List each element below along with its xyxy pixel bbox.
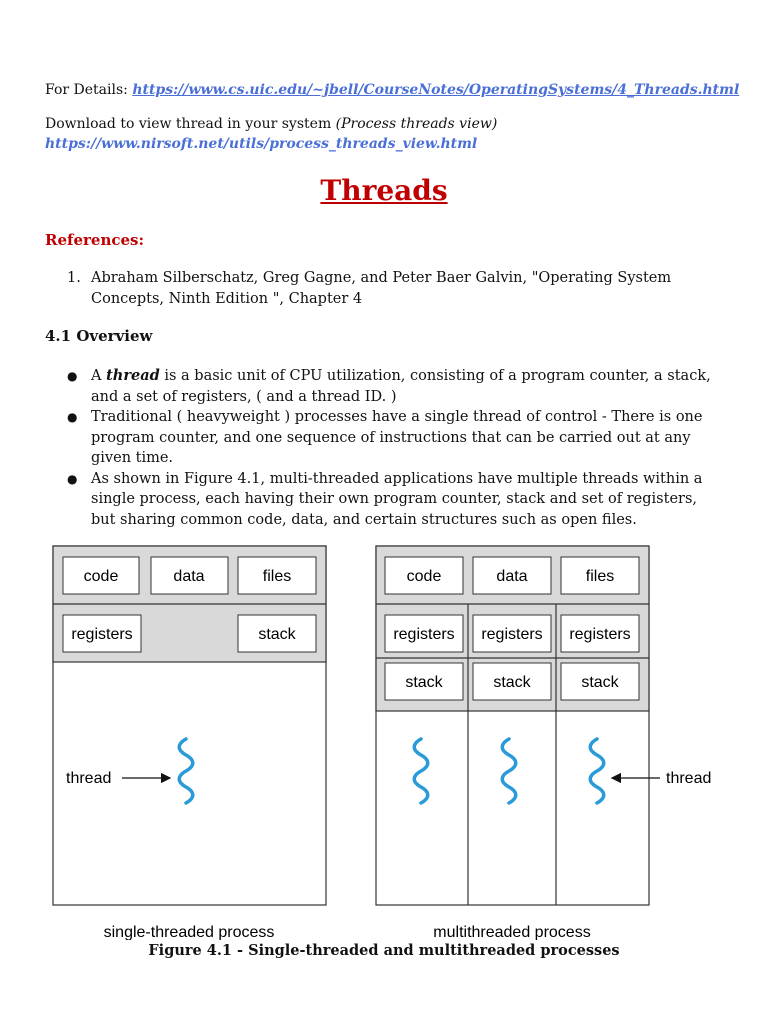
download-link-line	[45, 136, 477, 152]
multi-caption: multithreaded process	[433, 924, 591, 940]
bullet-icon: ●	[67, 471, 78, 486]
multi-registers-label-1: registers	[393, 626, 455, 643]
details-line	[45, 82, 739, 98]
figure-4-1	[0, 540, 768, 960]
bullet-icon: ●	[67, 369, 78, 383]
bullet-text: A	[91, 368, 107, 384]
download-line	[45, 116, 497, 132]
single-files-label: files	[262, 568, 292, 585]
details-link[interactable]: https://www.cs.uic.edu/~jbell/CourseNotes/OperatingSystems/4_Threads.html	[132, 82, 740, 98]
bullet-emphasis: thread	[106, 367, 160, 384]
multithreaded-process	[376, 546, 711, 940]
reference-text: Abraham Silberschatz, Greg Gagne, and Peter Baer Galvin, "Operating System Concepts, Ninth Edition ", Chapter 4	[91, 270, 672, 307]
bullet-text: is a basic unit of CPU utilization, consisting of a program counter, a stack, and a set of registers, ( and a thread ID. )	[91, 368, 711, 405]
multi-stack-label-2: stack	[493, 674, 531, 691]
references-list	[45, 268, 735, 310]
download-note: (Process threads view)	[335, 116, 498, 132]
multi-registers-label-3: registers	[569, 626, 631, 643]
single-data-label: data	[173, 568, 205, 585]
single-caption: single-threaded process	[103, 924, 275, 940]
page-title: Threads	[320, 174, 448, 207]
multi-code-label: code	[406, 568, 442, 585]
bullet-text: As shown in Figure 4.1, multi-threaded applications have multiple threads within a single process, each having their own program counter, stack and set of registers, but sharing common code, data, and certain structures such as open files.	[91, 470, 703, 528]
multi-thread-label: thread	[666, 770, 712, 787]
download-text: Download to view thread in your system	[45, 116, 336, 132]
download-link[interactable]: https://www.nirsoft.net/utils/process_threads_view.html	[45, 136, 478, 152]
overview-bullets	[45, 366, 725, 530]
multi-data-label: data	[496, 568, 528, 585]
multi-registers-label-2: registers	[481, 626, 543, 643]
figure-caption: Figure 4.1 - Single-threaded and multithreaded processes	[148, 942, 620, 959]
list-item	[45, 407, 725, 469]
multi-files-label: files	[585, 568, 615, 585]
single-code-label: code	[83, 568, 119, 585]
single-stack-label: stack	[258, 626, 296, 643]
figure-diagram	[0, 540, 768, 940]
multi-stack-label-3: stack	[581, 674, 619, 691]
details-prefix: For Details:	[45, 82, 133, 98]
bullet-icon: ●	[67, 410, 78, 424]
list-item	[45, 469, 725, 531]
single-thread-label: thread	[66, 770, 112, 787]
single-threaded-process	[53, 546, 326, 940]
reference-number: 1.	[67, 270, 81, 286]
single-registers-label: registers	[71, 626, 133, 643]
multi-stack-label-1: stack	[405, 674, 443, 691]
list-item	[45, 366, 725, 407]
references-heading: References:	[45, 231, 145, 249]
bullet-text: Traditional ( heavyweight ) processes have a single thread of control - There is one program counter, and one sequence of instructions that can be carried out at any given time.	[91, 409, 703, 466]
section-heading: 4.1 Overview	[45, 327, 153, 345]
